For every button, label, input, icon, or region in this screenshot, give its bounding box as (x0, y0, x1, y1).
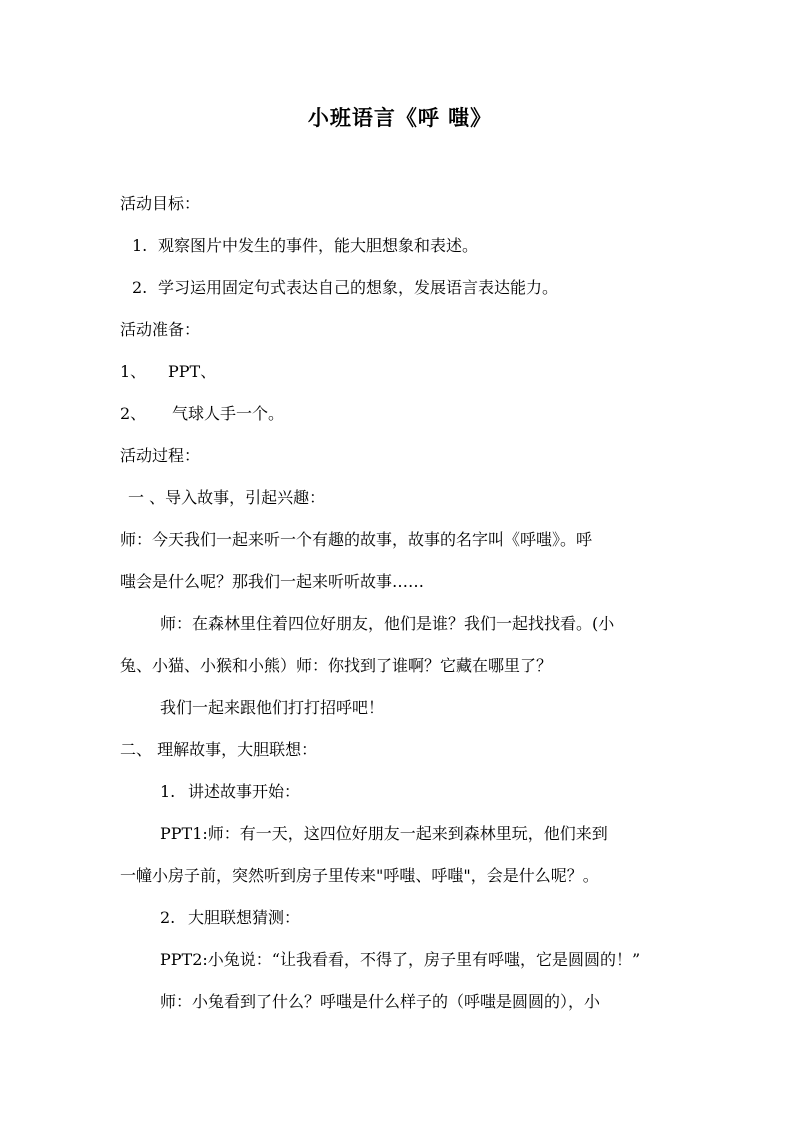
section-one-heading: 一 、导入故事，引起兴趣： (128, 488, 326, 507)
prep-text: PPT、 (168, 362, 217, 381)
paragraph-4-line-1: 师：小兔看到了什么？呼嗤是什么样子的（呼嗤是圆圆的），小 (160, 992, 601, 1011)
step-1 (160, 781, 300, 803)
prep-item-1 (120, 361, 216, 383)
prep-number: 1、 (120, 362, 147, 381)
paragraph-1-line-1: 师：今天我们一起来听一个有趣的故事，故事的名字叫《呼嗤》。呼 (120, 530, 593, 549)
paragraph-2-line-2: 兔、小猫、小猴和小熊）师：你找到了谁啊？它藏在哪里了？ (120, 656, 553, 675)
ppt2-line: PPT2:小兔说：“让我看看，不得了，房子里有呼嗤，它是圆圆的！” (160, 950, 641, 969)
paragraph-3: 我们一起来跟他们打打招呼吧！ (160, 698, 385, 717)
prep-heading: 活动准备： (120, 320, 201, 339)
document-title: 小班语言《呼 嗤》 (307, 106, 493, 130)
paragraph-1-line-2: 嗤会是什么呢？那我们一起来听听故事…… (120, 572, 425, 591)
prep-item-2 (120, 403, 284, 425)
paragraph-2-line-1: 师：在森林里住着四位好朋友，他们是谁？我们一起找找看。(小 (160, 614, 615, 633)
section-two-heading: 二、 理解故事，大胆联想： (120, 740, 318, 759)
ppt1-line-1: PPT1:师：有一天，这四位好朋友一起来到森林里玩，他们来到 (160, 824, 608, 843)
goal-number: 1. (132, 236, 148, 255)
step-2 (160, 907, 300, 929)
prep-number: 2、 (120, 404, 147, 423)
goal-text: 观察图片中发生的事件，能大胆想象和表述。 (158, 236, 479, 255)
process-heading: 活动过程： (120, 446, 201, 465)
step-number: 2. (160, 908, 176, 927)
goals-heading: 活动目标： (120, 194, 201, 213)
step-number: 1. (160, 782, 176, 801)
step-text: 讲述故事开始： (188, 782, 301, 801)
prep-text: 气球人手一个。 (172, 404, 285, 423)
step-text: 大胆联想猜测： (188, 908, 301, 927)
goal-item-2 (132, 277, 558, 299)
goal-item-1 (132, 235, 478, 257)
ppt1-line-2: 一幢小房子前，突然听到房子里传来"呼嗤、呼嗤"，会是什么呢？。 (120, 866, 599, 885)
goal-number: 2. (132, 278, 148, 297)
goal-text: 学习运用固定句式表达自己的想象，发展语言表达能力。 (158, 278, 559, 297)
